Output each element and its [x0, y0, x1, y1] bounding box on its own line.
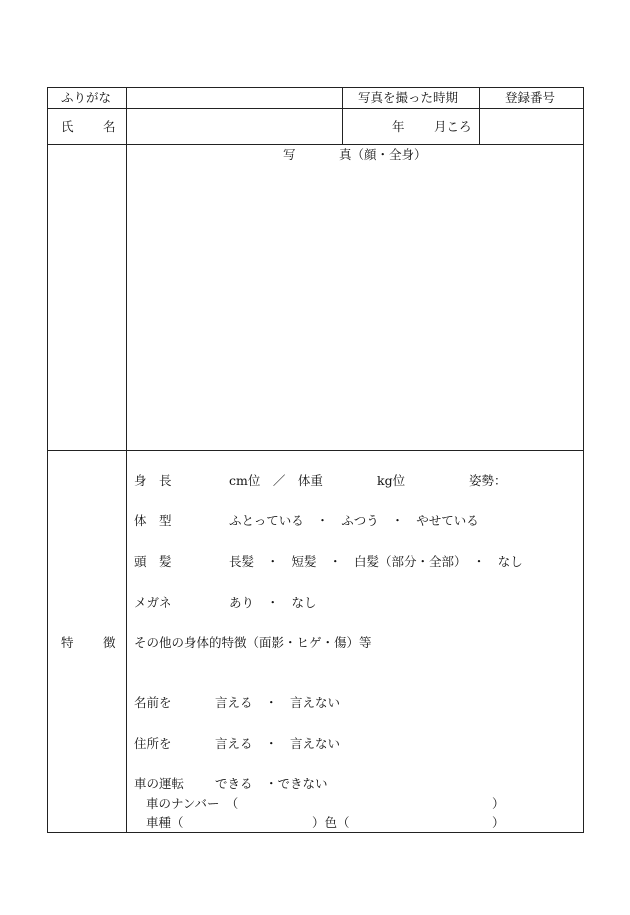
name-say-options[interactable]: 言える ・ 言えない	[215, 695, 341, 710]
name-field[interactable]	[128, 110, 340, 142]
registration-divider	[479, 88, 480, 144]
address-options[interactable]: 言える ・ 言えない	[215, 736, 341, 751]
features-label-first: 特	[61, 635, 74, 650]
photo-area[interactable]	[128, 166, 582, 448]
build-label: 体 型	[134, 513, 172, 528]
photo-label-first: 写	[283, 147, 296, 162]
photo-date-divider	[342, 88, 343, 144]
furigana-label: ふりがな	[61, 90, 112, 105]
hair-options[interactable]: 長髪 ・ 短髪 ・ 白髪（部分・全部） ・ なし	[229, 554, 523, 569]
driving-options[interactable]: できる ・できない	[215, 776, 328, 791]
glasses-label: メガネ	[134, 595, 172, 610]
build-options[interactable]: ふとっている ・ ふつう ・ やせている	[229, 513, 479, 528]
car-number-close: ）	[492, 796, 505, 811]
weight-unit: kg位	[377, 473, 406, 488]
posture-label: 姿勢：	[469, 473, 507, 488]
glasses-options[interactable]: あり ・ なし	[229, 595, 317, 610]
car-type-close: ）色（	[312, 815, 350, 830]
row-divider-1	[48, 108, 583, 109]
car-number-label: 車のナンバー （	[146, 796, 239, 811]
car-color-close: ）	[492, 815, 505, 830]
height-unit: cm位 ／ 体重	[229, 473, 323, 488]
month-label: 月ころ	[434, 119, 472, 134]
name-say-label: 名前を	[134, 695, 172, 710]
name-label-second: 名	[103, 119, 116, 134]
registration-field[interactable]	[481, 110, 581, 142]
name-label-first: 氏	[61, 119, 74, 134]
row-divider-2	[48, 144, 583, 145]
driving-label: 車の運転	[134, 776, 185, 791]
car-type-label: 車種（	[146, 815, 184, 830]
registration-label: 登録番号	[505, 90, 556, 105]
other-features-label: その他の身体的特徴（面影・ヒゲ・傷）等	[134, 635, 372, 650]
label-column-divider	[126, 88, 127, 832]
photo-label-second: 真（顔・全身）	[339, 147, 427, 162]
height-label: 身 長	[134, 473, 172, 488]
features-label-second: 徴	[103, 635, 116, 650]
photo-date-label: 写真を撮った時期	[358, 90, 459, 105]
furigana-field[interactable]	[128, 89, 340, 107]
address-label: 住所を	[134, 736, 172, 751]
year-label: 年	[392, 119, 405, 134]
hair-label: 頭 髪	[134, 554, 172, 569]
missing-person-form	[47, 87, 584, 833]
row-divider-3	[48, 450, 583, 451]
